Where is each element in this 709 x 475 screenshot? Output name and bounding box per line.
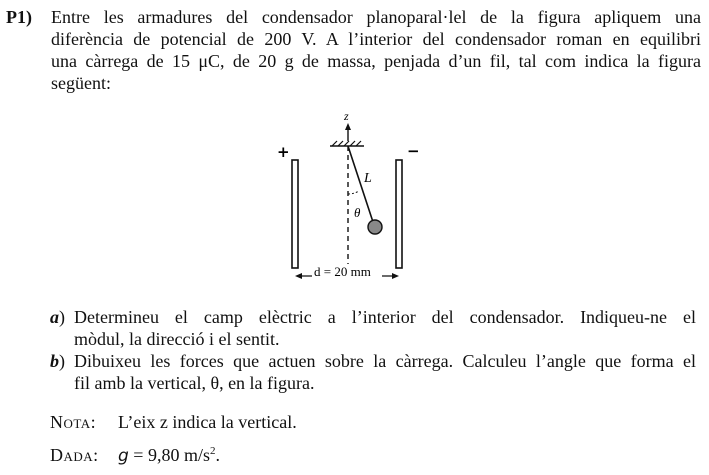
- plus-sign: +: [277, 143, 290, 161]
- note: [50, 411, 297, 433]
- right-plate: [396, 160, 402, 268]
- problem-number: P1): [6, 7, 32, 27]
- support-hatch: [330, 141, 364, 146]
- distance-label: d = 20 mm: [314, 264, 371, 279]
- statement-line: següent:: [51, 73, 111, 93]
- given-value: g = 9,80 $m/s^2$.: [118, 445, 220, 466]
- part-text: [74, 306, 696, 350]
- given-label: Dada:: [50, 445, 99, 465]
- part-text: [74, 350, 696, 394]
- z-axis-label: z: [344, 109, 349, 123]
- angle-label: θ: [354, 205, 361, 220]
- question-part-a: [50, 306, 696, 350]
- part-line: Determineu el camp elèctric a l’interior del condensador. Indiqueu-ne el: [74, 307, 696, 327]
- angle-arc: [348, 191, 359, 194]
- minus-sign: −: [407, 142, 420, 160]
- given-data: [50, 444, 220, 467]
- part-label: b): [50, 351, 65, 371]
- note-text: L’eix z indica la vertical.: [118, 412, 297, 432]
- statement-line: una càrrega de 15 μC, de 20 g de massa, penjada d’un fil, tal com indica la figura: [51, 51, 701, 71]
- question-part-b: [50, 350, 696, 394]
- charge-ball: [368, 220, 382, 234]
- length-label: L: [364, 171, 372, 186]
- z-axis: [345, 123, 351, 141]
- question-parts: [50, 306, 696, 394]
- statement-line: Entre les armadures del condensador planoparal·lel de la figura apliquem una: [51, 7, 701, 27]
- statement-line: diferència de potencial de 200 V. A l’interior del condensador roman en equilibri: [51, 29, 701, 49]
- part-line: Dibuixeu les forces que actuen sobre la càrrega. Calculeu l’angle que forma el: [74, 351, 696, 371]
- capacitor-figure: [272, 108, 432, 286]
- part-line: mòdul, la direcció i el sentit.: [74, 329, 280, 349]
- left-plate: [292, 160, 298, 268]
- problem-statement: [51, 6, 701, 94]
- part-label: a): [50, 307, 65, 327]
- part-line: fil amb la vertical, θ, en la figura.: [74, 373, 315, 393]
- note-label: Nota:: [50, 412, 97, 432]
